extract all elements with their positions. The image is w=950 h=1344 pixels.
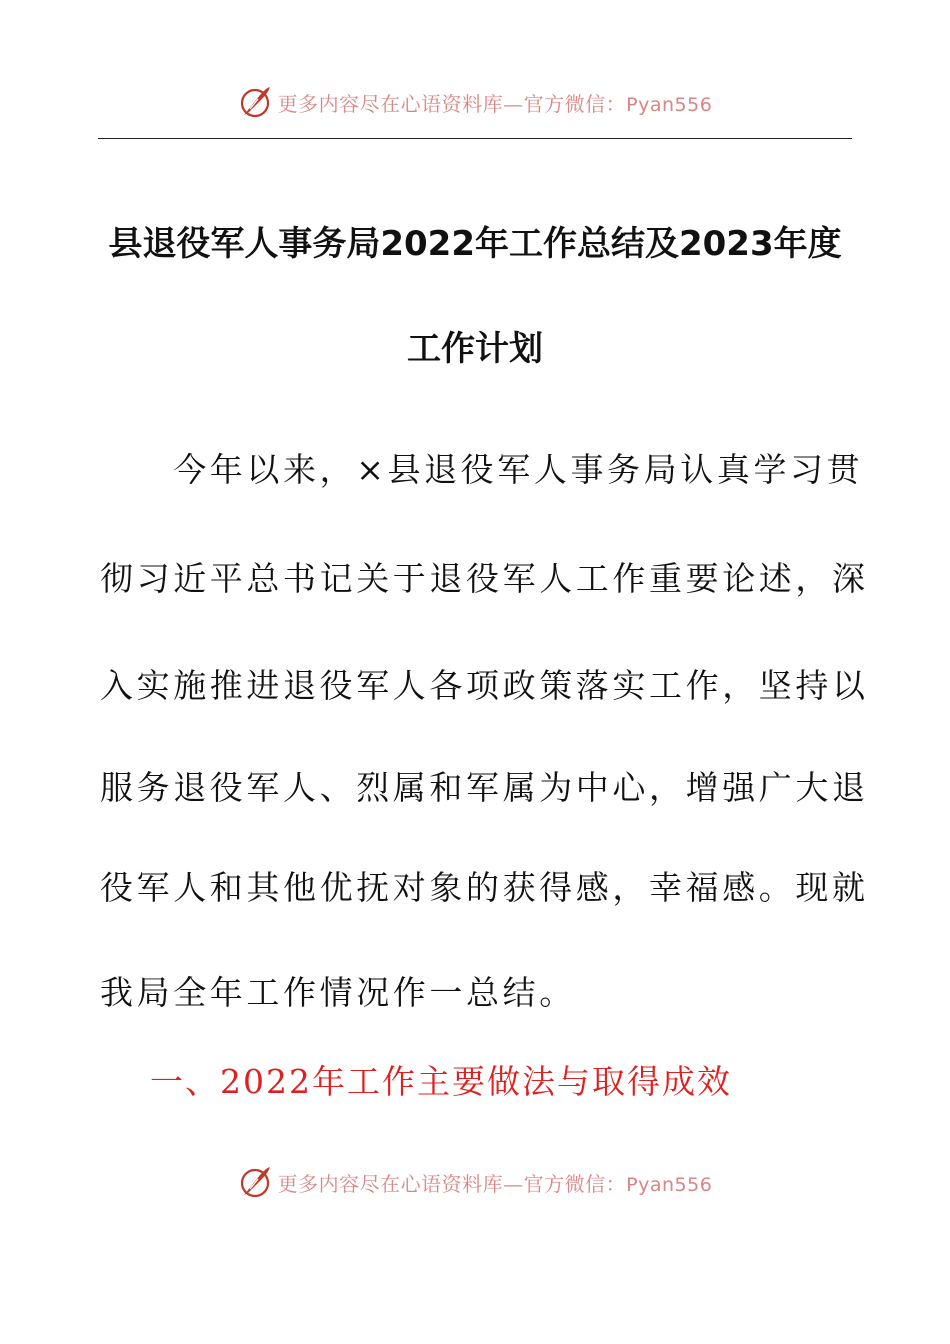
header-divider — [98, 138, 852, 139]
paragraph-line: 今年以来，×县退役军人事务局认真学习贯 — [100, 450, 864, 489]
document-title: 县退役军人事务局2022年工作总结及2023年度 — [108, 224, 842, 264]
paragraph-line: 服务退役军人、烈属和军属为中心，增强广大退 — [100, 768, 869, 807]
paragraph-line: 入实施推进退役军人各项政策落实工作，坚持以 — [100, 666, 869, 705]
section-heading: 一、2022年工作主要做法与取得成效 — [150, 1062, 732, 1101]
quill-logo-icon — [238, 1165, 272, 1199]
watermark-text: 更多内容尽在心语资料库—官方微信：Pyan556 — [277, 1171, 713, 1196]
paragraph-line: 彻习近平总书记关于退役军人工作重要论述，深 — [100, 559, 869, 598]
paragraph-line: 我局全年工作情况作一总结。 — [100, 973, 576, 1012]
document-title-continued: 工作计划 — [407, 329, 543, 369]
footer-watermark — [0, 1162, 950, 1202]
quill-logo-icon — [238, 85, 272, 119]
watermark-text: 更多内容尽在心语资料库—官方微信：Pyan556 — [277, 91, 713, 116]
header-watermark — [0, 82, 950, 122]
paragraph-line: 役军人和其他优抚对象的获得感，幸福感。现就 — [100, 868, 869, 907]
